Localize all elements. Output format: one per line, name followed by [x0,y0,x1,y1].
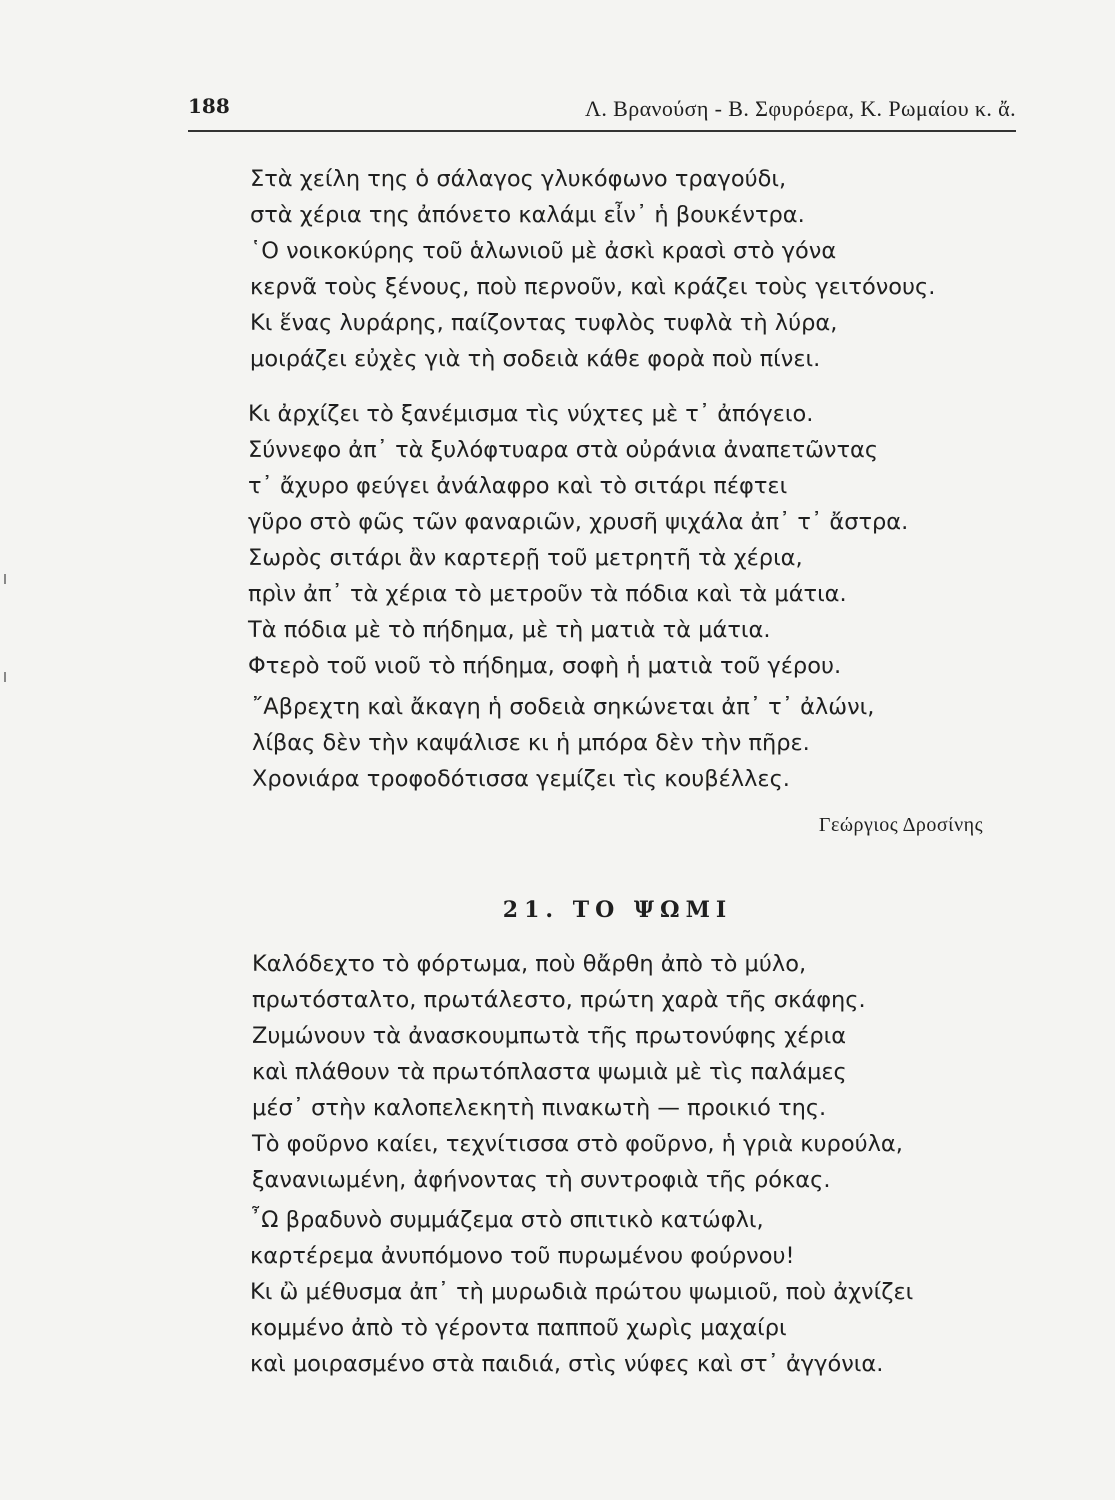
verse-line: Τὰ πόδια μὲ τὸ πήδημα, μὲ τὴ ματιὰ τὰ μάτια. [248,617,771,643]
verse-line: ξανανιωμένη, ἀφήνοντας τὴ συντροφιὰ τῆς ρόκας. [252,1167,831,1193]
verse-line: ῏Ω βραδυνὸ συμμάζεμα στὸ σπιτικὸ κατώφλι, [250,1207,764,1233]
verse-line: Κι ἀρχίζει τὸ ξανέμισμα τὶς νύχτες μὲ τ᾽ ἀπόγειο. [248,401,814,427]
poem2-stanza-2 [250,1202,1040,1382]
poem1-stanza-3 [252,689,1042,797]
verse-line: Κι ἕνας λυράρης, παίζοντας τυφλὸς τυφλὰ τὴ λύρα, [250,310,838,336]
verse-line: πρωτόσταλτο, πρωτάλεστο, πρώτη χαρὰ τῆς σκάφης. [252,987,866,1013]
poem1-stanza-2 [248,396,1038,684]
poem1-stanza-1 [250,161,1040,377]
verse-line: Χρονιάρα τροφοδότισσα γεμίζει τὶς κουβέλλες. [252,766,790,792]
verse-line: Σωρὸς σιτάρι ἂν καρτερῇ τοῦ μετρητῆ τὰ χέρια, [248,545,803,571]
running-head: Λ. Βρανούση - Β. Σφυρόερα, Κ. Ρωμαίου κ. ἄ. [585,96,1016,121]
verse-line: καρτέρεμα ἀνυπόμονο τοῦ πυρωμένου φούρνου! [250,1243,795,1269]
verse-line: ῎Αβρεχτη καὶ ἄκαγη ἡ σοδειὰ σηκώνεται ἀπ᾽ τ᾽ ἀλώνι, [252,694,875,720]
verse-line: λίβας δὲν τὴν καψάλισε κι ἡ μπόρα δὲν τὴν πῆρε. [252,730,810,756]
verse-line: κομμένο ἀπὸ τὸ γέροντα παπποῦ χωρὶς μαχαίρι [250,1315,787,1341]
verse-line: καὶ πλάθουν τὰ πρωτόπλαστα ψωμιὰ μὲ τὶς παλάμες [252,1059,847,1085]
verse-line: Τὸ φοῦρνο καίει, τεχνίτισσα στὸ φοῦρνο, ἡ γριὰ κυρούλα, [252,1131,903,1157]
verse-line: Ζυμώνουν τὰ ἀνασκουμπωτὰ τῆς πρωτονύφης χέρια [252,1023,847,1049]
page-header [188,94,1016,130]
verse-line: καὶ μοιρασμένο στὰ παιδιά, στὶς νύφες καὶ στ᾽ ἀγγόνια. [250,1351,884,1377]
verse-line: γῦρο στὸ φῶς τῶν φαναριῶν, χρυσῆ ψιχάλα ἀπ᾽ τ᾽ ἄστρα. [248,509,909,535]
verse-line: Στὰ χείλη της ὁ σάλαγος γλυκόφωνο τραγούδι, [250,166,787,192]
page-number: 188 [188,94,230,118]
verse-line: κερνᾶ τοὺς ξένους, ποὺ περνοῦν, καὶ κράζει τοὺς γειτόνους. [250,274,936,300]
header-rule [188,130,1016,132]
margin-mark [4,672,6,682]
margin-mark [4,574,6,584]
verse-line: Σύννεφο ἀπ᾽ τὰ ξυλόφτυαρα στὰ οὐράνια ἀναπετῶντας [248,437,879,463]
verse-line: μέσ᾽ στὴν καλοπελεκητὴ πινακωτὴ — προικιό της. [252,1095,827,1121]
verse-line: τ᾽ ἄχυρο φεύγει ἀνάλαφρο καὶ τὸ σιτάρι πέφτει [248,473,788,499]
verse-line: στὰ χέρια της ἀπόνετο καλάμι εἶν᾽ ἡ βουκέντρα. [250,202,805,228]
verse-line: μοιράζει εὐχὲς γιὰ τὴ σοδειὰ κάθε φορὰ ποὺ πίνει. [250,346,821,372]
verse-line: Φτερὸ τοῦ νιοῦ τὸ πήδημα, σοφὴ ἡ ματιὰ τοῦ γέρου. [248,653,842,679]
poem-title: 21. ΤΟ ΨΩΜΙ [502,897,733,923]
verse-line: ῾Ο νοικοκύρης τοῦ ἁλωνιοῦ μὲ ἀσκὶ κρασὶ στὸ γόνα [250,238,837,264]
verse-line: πρὶν ἀπ᾽ τὰ χέρια τὸ μετροῦν τὰ πόδια καὶ τὰ μάτια. [248,581,847,607]
verse-line: Κι ὢ μέθυσμα ἀπ᾽ τὴ μυρωδιὰ πρώτου ψωμιοῦ, ποὺ ἀχνίζει [250,1279,914,1305]
verse-line: Καλόδεχτο τὸ φόρτωμα, ποὺ θἄρθη ἀπὸ τὸ μύλο, [252,951,807,977]
poem2-stanza-1 [252,946,1042,1198]
author-signature: Γεώργιος Δροσίνης [818,814,983,836]
